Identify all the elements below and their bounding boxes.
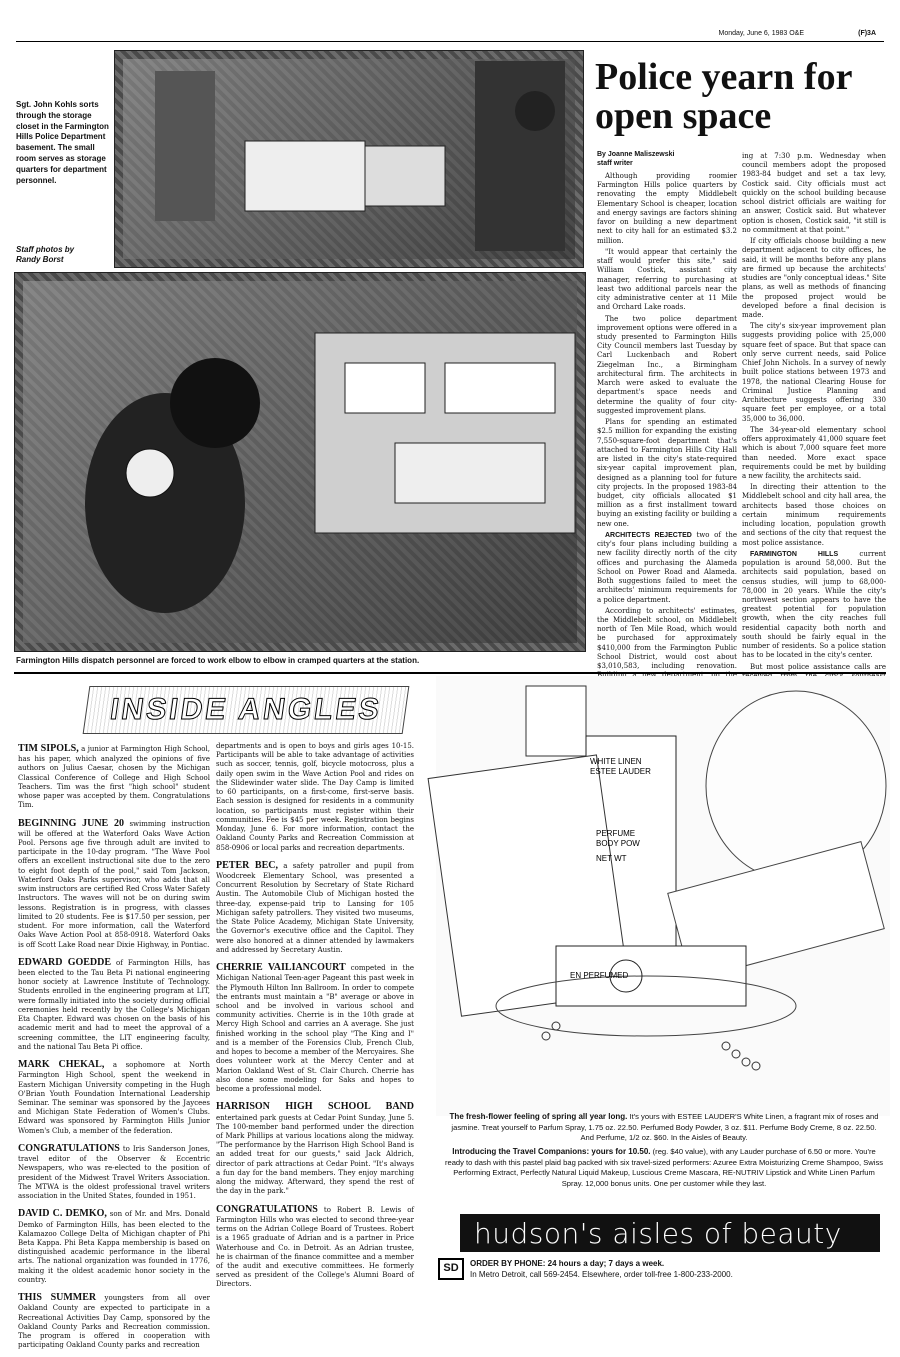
- brief-item: [216, 742, 414, 853]
- bottle-label-2: BODY POW: [596, 839, 640, 848]
- ad-copy-paragraph-1: [444, 1112, 884, 1143]
- byline-name: By Joanne Maliszewski: [597, 151, 675, 158]
- brief-text: competed in the Michigan National Teen-ager Pageant this past week in the Plymouth Hilton Inn Ballroom. In order to compete the entrants must maintain a "B" average or above in school and be involved in various school and community activities. Cherrie is in the 10th grade at Mercy High School and carries an A average. She just finished working in the school play "The King and I" and is a member of the Forensics Club, French Club, and hopes to become a member of the Mercyaires. She does volunteer work at the Mercy Center and at Marion Oakland West of St. Clair Church. Cherrie has also done some modeling for Saks and hopes to become a professional model.: [216, 964, 414, 1094]
- dispatch-photo-caption: Farmington Hills dispatch personnel are forced to work elbow to elbow in cramped quarters at the station.: [16, 656, 420, 665]
- story-paragraph: [597, 531, 737, 605]
- storage-closet-photo: [114, 50, 584, 268]
- story-column-2: [742, 152, 886, 729]
- brief-lead: EDWARD GOEDDE: [18, 956, 112, 968]
- story-text: current population is around 58,000. But the architects said population, based on census studies, will jump to 68,000-78,000 in 20 years. While the city's northwest section appears to have the greatest potential for population growth, when the city reaches full residential capacity both north and south should be fairly equal in the number of residents. So a police station has to be located in the city's center.: [742, 549, 886, 660]
- story-headline: Police yearn for open space: [595, 56, 852, 137]
- inside-column-2: [216, 742, 414, 1296]
- jar-label: EN PERFUMED: [570, 971, 629, 980]
- order-line-2: In Metro Detroit, call 569-2454. Elsewhere, order toll-free 1-800-233-2000.: [470, 1270, 733, 1280]
- story-paragraph: But most police assistance calls are: [750, 662, 886, 671]
- perfume-products-illustration: [436, 676, 890, 1116]
- brief-text: youngsters from all over Oakland County are expected to participate in a Recreational Activities Day Camp, sponsored by the Oakland County Parks and Recreation commission. The program is offered in cooperation with participating Oakland County parks and recreation: [18, 1294, 210, 1350]
- story-paragraph: ing at 7:30 p.m. Wednesday when council members adopt the proposed 1983-84 budget and set a tax levy, Costick said. City officials must act quickly on the school building because school district officials are waiting for an answer, Costick said. But whatever option is chosen, Costick said, "it still is no commitment at that point.": [742, 152, 886, 234]
- bottle-label-3: NET WT: [596, 854, 627, 863]
- ad-copy-paragraph-2: [444, 1147, 884, 1189]
- top-photo-caption: Sgt. John Kohls sorts through the storage closet in the Farmington Hills Police Department basement. The small room serves as storage quarters for department personnel.: [16, 100, 109, 185]
- order-text: [470, 1258, 733, 1280]
- subhead-farmington: FARMINGTON HILLS: [750, 550, 839, 558]
- brief-lead: TIM SIPOLS,: [18, 743, 79, 754]
- brief-lead: HARRISON HIGH SCHOOL BAND: [216, 1101, 414, 1113]
- brief-lead: PETER BEC,: [216, 859, 278, 871]
- brief-lead: CONGRATULATIONS: [216, 1203, 318, 1215]
- story-paragraph: Although providing roomier Farmington Hills police quarters by renovating the empty Middlebelt Elementary School is cheaper, location and energy savings are factors shining favor on building a new department next to city hall for an estimated $3.2 million.: [597, 172, 737, 245]
- ad-copy2-body: (reg. $40 value), with any Lauder purchase of 6.50 or more. You're ready to dash with this pastel plaid bag packed with six travel-sized performers: Azuree Extra Moisturizing Creme Shampoo, Swiss Performing Extract, Perfectly Natural Liquid Makeup, Luscious Creme Mascara, RE-NUTRIV Lipstick and White Linen Parfum Spray. 12,000 bonus units. One per customer while they last.: [444, 1147, 884, 1188]
- hudsons-logo-icon: SD: [438, 1258, 464, 1280]
- box-label-2: ESTEE LAUDER: [590, 767, 651, 776]
- brief-item: [216, 961, 414, 1094]
- brief-item: [18, 1291, 210, 1350]
- inside-angles-title: INSIDE ANGLES: [83, 686, 410, 734]
- page-header: [16, 28, 884, 42]
- story-column-1: [597, 172, 737, 751]
- dispatch-illustration: [15, 273, 587, 653]
- story-paragraph: If city officials choose building a new department adjacent to city offices, he said, it will be months before any plans are firmed up because the architects' studies are "only conceptual ideas." Site plans, as well as methods of financing the proposed project would be developed before a final decision is made.: [742, 237, 886, 319]
- story-paragraph: The two police department improvement options were offered in a study presented to Farmington Hills City Council members last Tuesday by Carl Luckenbach and Robert Ziegelman Inc., a Birmingham architectural firm. The architects in March were asked to evaluate the department's space needs and determine the quality of four city-suggested improvement plans.: [597, 314, 737, 415]
- header-date: Monday, June 6, 1983 O&E: [718, 30, 804, 37]
- header-page-number: (F)3A: [858, 30, 876, 37]
- ad-illustration: [436, 676, 890, 1116]
- story-paragraph: According to architects' estimates, the Middlebelt school, on Middlebelt north of Ten Mile Road, which would be purchased for approximately $410,000 from the Farmington Public School District, would cost about $3,010,583, including renovation.: [597, 606, 737, 671]
- brief-lead: THIS SUMMER: [18, 1292, 97, 1304]
- brief-item: [18, 1207, 210, 1285]
- brief-lead: BEGINNING JUNE 20: [18, 817, 124, 829]
- story-paragraph: "It would appear that certainly the staff would prefer this site," said William Costick, assistant city manager, referring to purchasing at least two additional parcels near the city administrative center at 11 Mile and Orchard Lake roads.: [597, 247, 737, 312]
- hudsons-advertisement: [436, 676, 890, 1316]
- brief-text: a safety patroller and pupil from Woodcreek Elementary School, was presented a Concurrent Resolution by Secretary of State Richard Austin. The Automobile Club of Michigan hosted the three-day, expense-paid trip to Lansing for 105 Michigan safety patrollers. They visited two museums, the State Police Academy, Michigan State University, the Governor's executive office and the Capitol. They were also honored at a dinner attended by lawmakers and addressed by Secretary Austin.: [216, 861, 414, 954]
- brief-text: son of Mr. and Mrs. Donald Demko of Farmington Hills, has been elected to the Kalamazoo College Delta of Michigan chapter of Phi Beta Kappa. Phi Beta Kappa membership is based on distinguished academic performance in the liberal arts. The national organization was founded in 1776, making it the oldest academic honor society in the country.: [18, 1210, 210, 1284]
- dispatch-photo: [14, 272, 586, 652]
- story-paragraph: The 34-year-old elementary school offers approximately 41,000 square feet which is about 7,000 square feet more than needed. More exact space requirements could be met by building a new facility, the architects said.: [742, 425, 886, 480]
- photo-credit-line2: Randy Borst: [16, 255, 64, 265]
- brief-text: a junior at Farmington High School, has his paper, which analyzed the opinions of five authors on Julius Caesar, chosen by the Michigan Classical Conference of College and High School Teachers. Tim was the first "high school" student whose paper was accepted by them. Congratulations Tim.: [18, 745, 210, 810]
- brief-lead: CHERRIE VAILIANCOURT: [216, 962, 346, 974]
- brief-item: [18, 742, 210, 811]
- ad-copy: [444, 1112, 884, 1189]
- story-paragraph: The city's six-year improvement plan suggests providing police with 25,000 square feet of space. But that space can only serve current needs, said Police Chief John Nichols. In a survey of newly built police stations between 1973 and 1978, the national Clearing House for Criminal Justice Planning and Architecture suggests offering 330 square feet per employee, or a total 35,000 to 36,000.: [742, 322, 886, 423]
- storage-closet-illustration: [115, 51, 585, 269]
- order-line-1: ORDER BY PHONE: 24 hours a day; 7 days a week.: [470, 1259, 665, 1268]
- ad-copy-head: The fresh-flower feeling of spring all year long.: [449, 1112, 628, 1121]
- brief-item: [216, 859, 414, 955]
- brief-item: [18, 817, 210, 950]
- ad-copy-body: It's yours with ESTEE LAUDER'S White Linen, a fragrant mix of roses and jasmine. Treat yourself to Parfum Spray, 1.75 oz. 22.50. Perfumed Body Powder, 3 oz. $11. Perfume Body Creme, 8 oz. 22.50. And Perfume, 1/2 oz. $60. In the Aisles of Beauty.: [451, 1112, 879, 1143]
- section-divider: [14, 672, 886, 674]
- bottle-label-1: PERFUME: [596, 829, 636, 838]
- brief-item: [216, 1203, 414, 1290]
- brief-lead: CONGRATULATIONS: [18, 1142, 120, 1154]
- brief-text: swimming instruction will be offered at the Waterford Oaks Wave Action Pool. Persons age five through adult are invited to participate in the 10-day program. "The Wave Pool offers an excellent instructional site due to the zero to eight foot depth of the pool," said Tom Jackson, Waterford Oaks Parks supervisor, who adds that all swim instructors are certified Red Cross Water Safety Instructors. The waves will not be on during swim lessons. Registration is in progress, with classes limited to 20 students. Fee is $17.50 per session, per student. For more information, call the Waterford Oaks Wave Action Pool at 858-0918. Waterford Oaks is off Scott Lake Road near Dixie Highway, in Pontiac.: [18, 819, 210, 949]
- photo-credit-line1: Staff photos by: [16, 245, 75, 254]
- brief-text: of Farmington Hills, has been elected to the Tau Beta Pi national engineering honor society at Lawrence Institute of Technology. Students enrolled in the engineering program at LIT, were formally initiated into the society during official ceremonies held recently by the College's Michigan Eta Chapter. Edward was chosen on the basis of his academic merit and had to meet the approval of a screening committee, the LIT engineering faculty, and the national Tau Beta Pi office.: [18, 958, 210, 1051]
- brief-lead: DAVID C. DEMKO,: [18, 1208, 107, 1220]
- brief-text: to Robert B. Lewis of Farmington Hills who was elected to second three-year terms on the Adrian College Board of Trustees. Robert is a 1965 graduate of Adrian and is a partner in Price Waterhouse and Co. in Detroit. As an Adrian trustee, he is chairman of the finance committee and a member of the audit and executive committees. He formerly served as president of the College's Alumni Board of Directors.: [216, 1205, 414, 1289]
- byline-role: staff writer: [597, 160, 633, 168]
- photo-credit: [16, 245, 112, 266]
- story-paragraph: In directing their attention to the Middlebelt school and city hall area, the architects based those choices on certain minimum requirements including location, population growth and sections of the city that request the most police assistance.: [742, 483, 886, 547]
- subhead-architects: ARCHITECTS REJECTED: [605, 531, 692, 539]
- brief-item: [18, 1058, 210, 1136]
- brief-lead: MARK CHEKAL,: [18, 1059, 105, 1071]
- story-paragraph: Plans for spending an estimated $2.5 million for expanding the existing 7,550-square-foot department that's attached to Farmington Hills City Hall are listed in the city's state-required six-year capital improvement plan, designed as a planning tool for future city projects. In the proposed 1983-84 budget, city officials allocated $1 million as a first installment toward buying an existing facility or building a new one.: [597, 418, 737, 528]
- order-info: [436, 1256, 890, 1290]
- brief-text: a sophomore at North Farmington High School, spent the weekend in Eastern Michigan University competing in the Hugh O'Brian Youth Foundation International Leadership Seminar. The seminar was sponsored by the Jaycees and Michigan State Federation of Women's Clubs. Edward was sponsored by Farmington Hills Junior Women's Club, a member of the federation.: [18, 1061, 210, 1135]
- story-text: two of the city's four plans including building a new facility directly north of the city offices and purchasing the Alameda School on Power Road and Alameda. Both suggestions failed to meet the architects' minimum requirements for a police department.: [597, 530, 737, 604]
- brief-text: entertained park guests at Cedar Point Sunday, June 5. The 100-member band performed under the direction of Mark Phillips at various locations along the midway. "The performance by the Harrison High School Band is an added treat for our guests," said Jack Aldrich, director of park attractions at Cedar Point. "It's always a fun day for the band members. They enjoy marching along the midway. Afterward, they spend the rest of the day in the park.": [216, 1113, 414, 1196]
- inside-column-1: [18, 742, 210, 1357]
- ad-copy2-head: Introducing the Travel Companions: yours for 10.50.: [452, 1147, 651, 1157]
- story-byline: [597, 150, 737, 168]
- brief-text: to Iris Sanderson Jones, travel editor of the Observer & Eccentric Newspapers, who was re-elected to the position of president of the Midwest Travel Writers Association. The MTWA is the oldest professional travel writers association in the United States, founded in 1951.: [18, 1144, 210, 1201]
- box-label-1: WHITE LINEN: [590, 757, 642, 766]
- story-paragraph: [742, 550, 886, 661]
- brief-item: [18, 1142, 210, 1201]
- brief-item: [216, 1100, 414, 1196]
- hudsons-banner: hudson's aisles of beauty: [460, 1214, 880, 1252]
- brief-item: [18, 956, 210, 1052]
- brief-text: departments and is open to boys and girls ages 10-15. Participants will be able to take advantage of activities such as soccer, tennis, golf, bicycle motocross, plus a daily open swim in the Wave Action Pool and rides on the Slidewinder water slide. The Day Camp is limited to 60 participants, on a first-come, first-serve basis. Each session is designed for residents in a community location, so participants must register within their communities. Fee is $45 per week. Registration begins Monday, June 6. For more information, contact the Oakland County Parks and Recreation Commission at 858-0906 or local parks and recreation departments.: [216, 742, 414, 852]
